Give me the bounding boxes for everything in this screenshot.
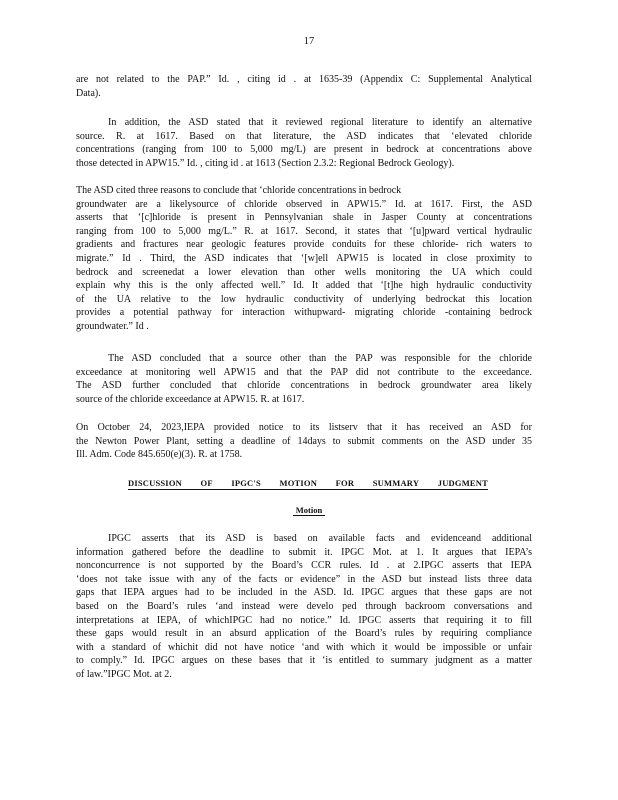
heading-word: OF: [200, 478, 213, 488]
paragraph-1: [76, 73, 532, 100]
text-line: Data).: [76, 87, 101, 99]
paragraph-2: [76, 116, 532, 170]
text-line: Ill. Adm. Code 845.650(e)(3). R. at 1758.: [76, 449, 243, 461]
text-line: asserts that ‘[c]hloride is present in Pennsylvanian shale in Jasper County at concentrations: [76, 212, 532, 224]
text-line: interpretations at IEPA, of whichIPGC had no notice.” Id. IPGC asserts that requiring it to fill: [76, 614, 532, 626]
text-line: provides a potential pathway for interaction withupward- migrating chloride -containing bedrock: [76, 307, 532, 319]
text-line: the Newton Power Plant, setting a deadline of 14days to submit comments on the ASD under 35: [76, 435, 532, 447]
text-line: In addition, the ASD stated that it reviewed regional literature to identify an alternative: [108, 117, 532, 128]
paragraph-3: [76, 184, 532, 334]
text-line: these gaps would result in an absurd application of the Board’s rules by requiring compliance: [76, 628, 532, 640]
text-line: source. R. at 1617. Based on that literature, the ASD indicates that ‘elevated chloride: [76, 130, 532, 142]
text-line: gaps that IEPA argues had to be included in the ASD. Id. IPGC argues that these gaps are not: [76, 587, 532, 599]
text-line: information gathered before the deadline to submit it. IPGC Mot. at 1. It argues that IEPA’s: [76, 546, 532, 558]
text-line: groundwater are a likelysource of chloride observed in APW15.” Id. at 1617. First, the ASD: [76, 198, 532, 210]
heading-word: DISCUSSION: [128, 478, 182, 488]
text-line: explain why this is the only affected well.” Id. It added that ‘[t]he high hydraulic conductivity: [76, 280, 532, 292]
subsection-label: Motion: [293, 505, 325, 516]
text-line: are not related to the PAP.” Id. , citing id . at 1635-39 (Appendix C: Supplemental Analytical: [76, 74, 532, 85]
text-line: bedrock and screenedat a lower elevation than other wells monitoring the UA which could: [76, 266, 532, 278]
text-line: exceedance at monitoring well APW15 and that the PAP did not contribute to the exceedance.: [76, 366, 532, 378]
text-line: groundwater.” Id .: [76, 320, 149, 332]
paragraph-4: [76, 352, 532, 406]
heading-word: FOR: [335, 478, 355, 488]
text-line: The ASD cited three reasons to conclude that ‘chloride concentrations in bedrock: [76, 185, 402, 196]
paragraph-6: [76, 532, 532, 682]
text-line: ranging from 100 to 5,000 mg/L.” R. at 1617. Second, it states that ‘[u]pward vertical hydraulic: [76, 225, 532, 237]
text-line: with a standard of whichit did not have notice ‘and with which it would be impossible or unfair: [76, 641, 532, 653]
heading-word: JUDGMENT: [437, 478, 488, 488]
text-line: ‘does not take issue with any of the facts or evidence” in the ASD but instead lists three data: [76, 573, 532, 585]
text-line: based on the Board’s rules ‘and instead were develo ped through backroom conversations and: [76, 600, 532, 612]
text-line: The ASD concluded that a source other than the PAP was responsible for the chloride: [108, 353, 532, 364]
text-line: nonconcurrence is not supported by the Board’s CCR rules. Id . at 2.IPGC asserts that IEPA: [76, 560, 532, 572]
text-line: migrate.” Id . Third, the ASD indicates that ‘[w]ell APW15 is located in close proximity to: [76, 252, 532, 264]
heading-word: SUMMARY: [372, 478, 420, 488]
heading-word: MOTION: [279, 478, 318, 488]
subsection-heading: [0, 505, 618, 515]
text-line: to comply.” Id. IPGC argues on these bases that it ‘is entitled to summary judgment as a matter: [76, 655, 532, 667]
text-line: On October 24, 2023,IEPA provided notice to its listserv that it has received an ASD for: [76, 422, 532, 433]
text-line: concentrations (ranging from 100 to 5,000 mg/L) are present in bedrock at concentrations above: [76, 144, 532, 156]
text-line: gradients and fractures near geologic features provide conduits for these chloride- rich waters to: [76, 239, 532, 251]
section-heading: [128, 478, 488, 490]
text-line: IPGC asserts that its ASD is based on available facts and evidenceand additional: [108, 533, 532, 544]
heading-word: IPGC'S: [231, 478, 261, 488]
text-line: The ASD further concluded that chloride concentrations in bedrock groundwater area likely: [76, 380, 532, 392]
text-line: source of the chloride exceedance at APW15. R. at 1617.: [76, 393, 305, 405]
paragraph-5: [76, 421, 532, 462]
text-line: of law.”IPGC Mot. at 2.: [76, 668, 172, 680]
text-line: those detected in APW15.” Id. , citing id . at 1613 (Section 2.3.2: Regional Bedrock Geology).: [76, 157, 455, 169]
page-number: 17: [303, 36, 315, 47]
text-line: of the UA relative to the low hydraulic conductivity of underlying bedrockat this location: [76, 293, 532, 305]
